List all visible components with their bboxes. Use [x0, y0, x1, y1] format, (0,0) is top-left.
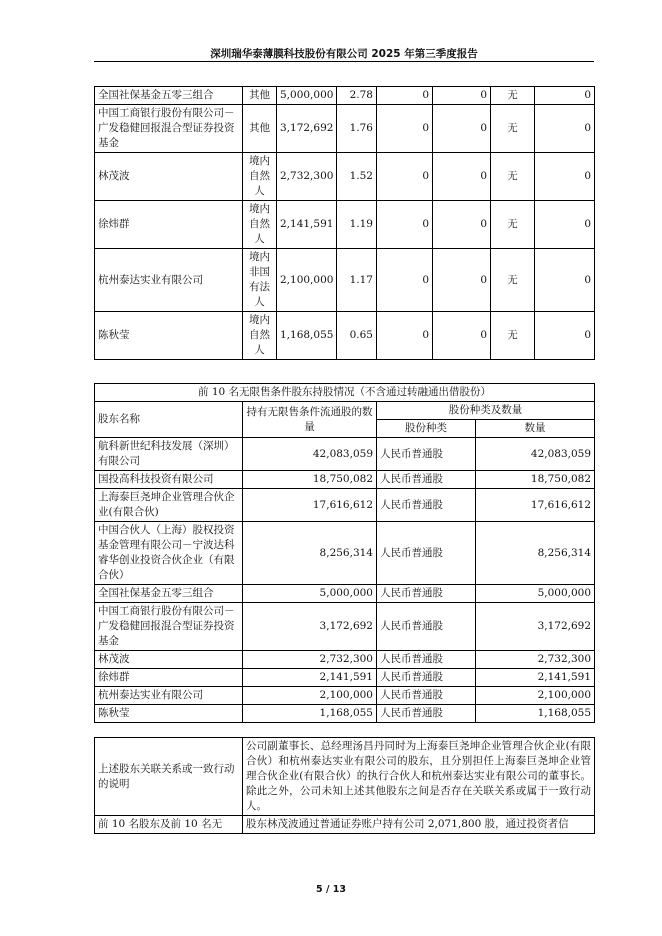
holder-row	[95, 105, 595, 153]
unrestricted-class: 人民币普通股	[377, 489, 476, 522]
unrestricted-amount: 2,100,000	[476, 687, 595, 705]
holder-status-shares: 0	[535, 249, 595, 312]
unrestricted-holders-table	[94, 383, 595, 723]
col-header-amount: 数量	[476, 420, 595, 438]
unrestricted-qty: 2,141,591	[243, 669, 377, 687]
holder-restricted: 0	[377, 105, 433, 153]
holder-nature: 其他	[243, 87, 277, 105]
holder-shares: 2,100,000	[277, 249, 337, 312]
unrestricted-name: 林茂波	[95, 651, 243, 669]
unrestricted-qty: 1,168,055	[243, 705, 377, 723]
holder-shares: 2,141,591	[277, 201, 337, 249]
unrestricted-row	[95, 438, 595, 471]
holder-status: 无	[491, 153, 535, 201]
unrestricted-amount: 2,732,300	[476, 651, 595, 669]
unrestricted-amount: 8,256,314	[476, 522, 595, 585]
unrestricted-name: 中国合伙人（上海）股权投资基金管理有限公司－宁波达科睿华创业投资合伙企业（有限合伙）	[95, 522, 243, 585]
unrestricted-row	[95, 489, 595, 522]
holder-status: 无	[491, 87, 535, 105]
unrestricted-amount: 5,000,000	[476, 585, 595, 603]
section-title: 前 10 名无限售条件股东持股情况（不含通过转融通出借股份）	[95, 384, 595, 402]
holder-ratio: 2.78	[337, 87, 377, 105]
notes-table	[94, 737, 595, 834]
note-row	[95, 738, 595, 816]
unrestricted-name: 中国工商银行股份有限公司－广发稳健回报混合型证券投资基金	[95, 603, 243, 651]
holder-status: 无	[491, 201, 535, 249]
unrestricted-amount: 18,750,082	[476, 471, 595, 489]
unrestricted-qty: 5,000,000	[243, 585, 377, 603]
unrestricted-class: 人民币普通股	[377, 603, 476, 651]
unrestricted-row	[95, 687, 595, 705]
note-text: 股东林茂波通过普通证券账户持有公司 2,071,800 股，通过投资者信	[243, 816, 595, 834]
holder-ratio: 1.19	[337, 201, 377, 249]
holder-name: 全国社保基金五零三组合	[95, 87, 243, 105]
unrestricted-row	[95, 705, 595, 723]
holder-name: 陈秋莹	[95, 312, 243, 360]
holder-name: 中国工商银行股份有限公司－广发稳健回报混合型证券投资基金	[95, 105, 243, 153]
unrestricted-row	[95, 585, 595, 603]
unrestricted-qty: 42,083,059	[243, 438, 377, 471]
unrestricted-class: 人民币普通股	[377, 585, 476, 603]
holder-pledged: 0	[433, 153, 491, 201]
holder-row	[95, 201, 595, 249]
holder-nature: 境内非国有法人	[243, 249, 277, 312]
page-header: 深圳瑞华泰薄膜科技股份有限公司 2025 年第三季度报告	[210, 48, 478, 60]
holder-restricted: 0	[377, 249, 433, 312]
header-divider	[94, 61, 594, 62]
unrestricted-name: 陈秋莹	[95, 705, 243, 723]
holder-ratio: 1.76	[337, 105, 377, 153]
col-header-class: 股份种类	[377, 420, 476, 438]
holder-row	[95, 153, 595, 201]
holder-pledged: 0	[433, 105, 491, 153]
top-holders-table	[94, 86, 595, 360]
col-header-class-group: 股份种类及数量	[377, 402, 595, 420]
holder-ratio: 0.65	[337, 312, 377, 360]
unrestricted-class: 人民币普通股	[377, 471, 476, 489]
note-label: 前 10 名股东及前 10 名无	[95, 816, 243, 834]
holder-nature: 境内自然人	[243, 201, 277, 249]
holder-nature: 其他	[243, 105, 277, 153]
holder-pledged: 0	[433, 87, 491, 105]
unrestricted-qty: 2,100,000	[243, 687, 377, 705]
holder-restricted: 0	[377, 87, 433, 105]
unrestricted-class: 人民币普通股	[377, 669, 476, 687]
unrestricted-row	[95, 669, 595, 687]
unrestricted-class: 人民币普通股	[377, 438, 476, 471]
unrestricted-qty: 17,616,612	[243, 489, 377, 522]
unrestricted-amount: 17,616,612	[476, 489, 595, 522]
holder-status-shares: 0	[535, 87, 595, 105]
note-row	[95, 816, 595, 834]
col-header-qty: 持有无限售条件流通股的数量	[243, 402, 377, 438]
holder-row	[95, 249, 595, 312]
unrestricted-name: 全国社保基金五零三组合	[95, 585, 243, 603]
holder-shares: 3,172,692	[277, 105, 337, 153]
unrestricted-row	[95, 522, 595, 585]
holder-pledged: 0	[433, 249, 491, 312]
section-title-row	[95, 384, 595, 402]
unrestricted-row	[95, 651, 595, 669]
holder-name: 杭州泰达实业有限公司	[95, 249, 243, 312]
holder-restricted: 0	[377, 201, 433, 249]
holder-status: 无	[491, 249, 535, 312]
unrestricted-qty: 18,750,082	[243, 471, 377, 489]
unrestricted-name: 国投高科技投资有限公司	[95, 471, 243, 489]
unrestricted-row	[95, 471, 595, 489]
unrestricted-amount: 1,168,055	[476, 705, 595, 723]
unrestricted-amount: 2,141,591	[476, 669, 595, 687]
unrestricted-class: 人民币普通股	[377, 687, 476, 705]
holder-name: 徐炜群	[95, 201, 243, 249]
holder-shares: 2,732,300	[277, 153, 337, 201]
holder-status: 无	[491, 312, 535, 360]
holder-pledged: 0	[433, 312, 491, 360]
holder-row	[95, 312, 595, 360]
unrestricted-name: 杭州泰达实业有限公司	[95, 687, 243, 705]
unrestricted-amount: 42,083,059	[476, 438, 595, 471]
holder-name: 林茂波	[95, 153, 243, 201]
unrestricted-amount: 3,172,692	[476, 603, 595, 651]
unrestricted-class: 人民币普通股	[377, 651, 476, 669]
unrestricted-class: 人民币普通股	[377, 522, 476, 585]
header-row	[95, 402, 595, 420]
note-label: 上述股东关联关系或一致行动的说明	[95, 738, 243, 816]
note-text: 公司副董事长、总经理汤昌丹同时为上海泰巨尧坤企业管理合伙企业(有限合伙）和杭州泰达实业有限公司的股东，且分别担任上海泰巨尧坤企业管理合伙企业(有限合伙）的执行合伙人和杭州泰达实业有限公司的董事长。除此之外，公司未知上述其他股东之间是否存在关联关系或属于一致行动人。	[243, 738, 595, 816]
holder-status-shares: 0	[535, 153, 595, 201]
unrestricted-qty: 8,256,314	[243, 522, 377, 585]
holder-restricted: 0	[377, 153, 433, 201]
holder-shares: 5,000,000	[277, 87, 337, 105]
holder-ratio: 1.17	[337, 249, 377, 312]
holder-status-shares: 0	[535, 201, 595, 249]
unrestricted-qty: 3,172,692	[243, 603, 377, 651]
holder-status-shares: 0	[535, 312, 595, 360]
holder-status-shares: 0	[535, 105, 595, 153]
holder-nature: 境内自然人	[243, 153, 277, 201]
unrestricted-row	[95, 603, 595, 651]
unrestricted-name: 上海泰巨尧坤企业管理合伙企业(有限合伙)	[95, 489, 243, 522]
col-header-name: 股东名称	[95, 402, 243, 438]
holder-nature: 境内自然人	[243, 312, 277, 360]
holder-row	[95, 87, 595, 105]
unrestricted-qty: 2,732,300	[243, 651, 377, 669]
holder-ratio: 1.52	[337, 153, 377, 201]
holder-status: 无	[491, 105, 535, 153]
page-number: 5 / 13	[316, 884, 346, 895]
holder-shares: 1,168,055	[277, 312, 337, 360]
unrestricted-name: 徐炜群	[95, 669, 243, 687]
unrestricted-name: 航科新世纪科技发展（深圳）有限公司	[95, 438, 243, 471]
holder-pledged: 0	[433, 201, 491, 249]
unrestricted-class: 人民币普通股	[377, 705, 476, 723]
holder-restricted: 0	[377, 312, 433, 360]
